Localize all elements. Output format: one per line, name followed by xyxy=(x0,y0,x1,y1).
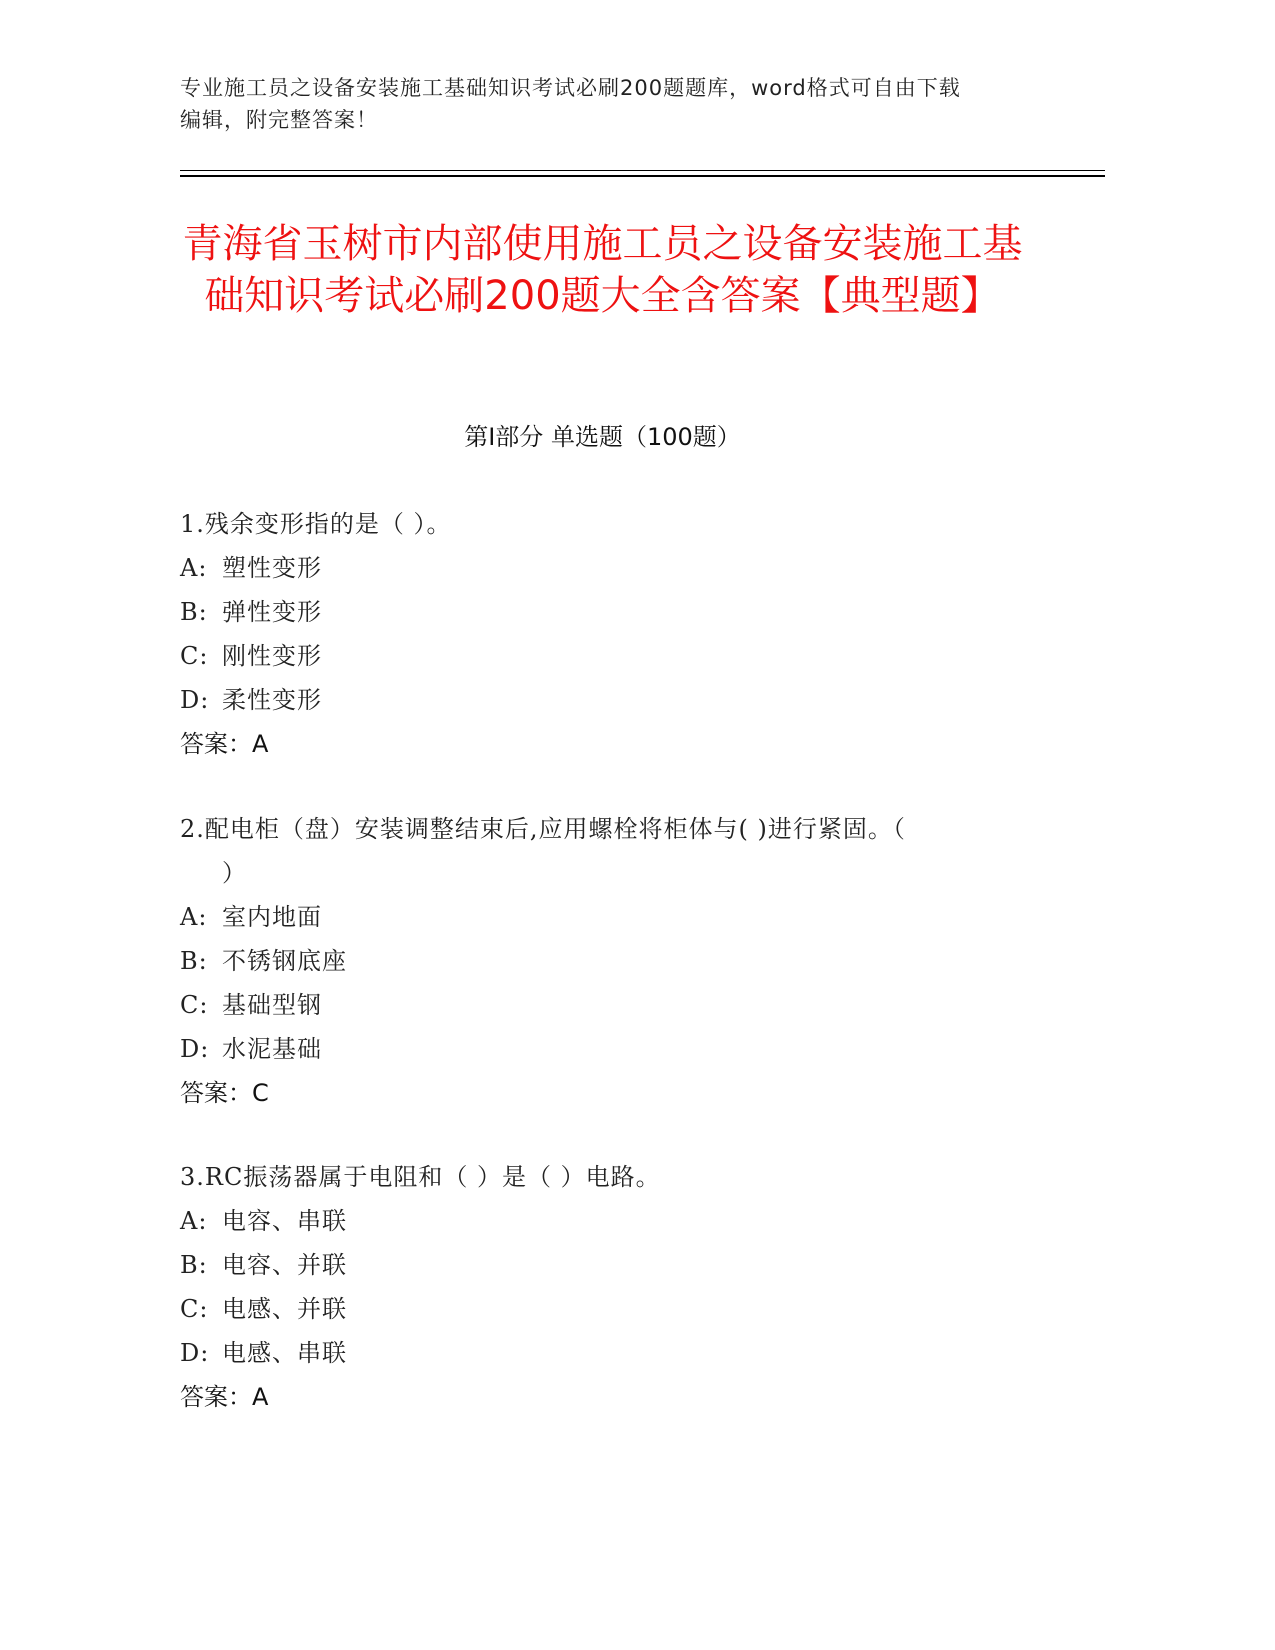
option-d xyxy=(180,678,1030,722)
section-heading: 第Ⅰ部分 单选题（100题） xyxy=(464,423,741,451)
question-stem xyxy=(180,1155,1030,1199)
option-b xyxy=(180,1243,1030,1287)
option-key: B: xyxy=(180,1251,208,1279)
option-c xyxy=(180,983,1030,1027)
option-text: 电容、串联 xyxy=(222,1207,347,1235)
answer-line: 答案：C xyxy=(180,1079,269,1107)
header-note-line-1: 专业施工员之设备安装施工基础知识考试必刷200题题库，word格式可自由下载 xyxy=(180,76,961,100)
option-a xyxy=(180,546,1030,590)
option-text: 不锈钢底座 xyxy=(222,947,347,975)
option-b xyxy=(180,590,1030,634)
option-text: 柔性变形 xyxy=(222,686,322,714)
option-text: 水泥基础 xyxy=(222,1035,322,1063)
option-a xyxy=(180,895,1030,939)
option-d xyxy=(180,1331,1030,1375)
question-stem-text: 2.配电柜（盘）安装调整结束后,应用螺栓将柜体与( )进行紧固。（ xyxy=(180,815,906,843)
header-rule-thick xyxy=(180,175,1105,177)
option-text: 塑性变形 xyxy=(222,554,322,582)
answer-line: 答案：A xyxy=(180,730,269,758)
header-note xyxy=(180,72,1060,136)
option-key: C: xyxy=(180,642,209,670)
option-text: 电感、串联 xyxy=(222,1339,347,1367)
question-stem xyxy=(180,807,1030,895)
option-text: 电容、并联 xyxy=(222,1251,347,1279)
option-key: A: xyxy=(180,554,208,582)
question-1 xyxy=(180,502,1030,766)
question-2 xyxy=(180,807,1030,1115)
option-key: B: xyxy=(180,598,208,626)
option-key: A: xyxy=(180,1207,208,1235)
option-text: 基础型钢 xyxy=(222,991,322,1019)
option-c xyxy=(180,1287,1030,1331)
option-d xyxy=(180,1027,1030,1071)
header-note-line-2: 编辑，附完整答案！ xyxy=(180,108,378,132)
header-rule-thin xyxy=(180,170,1105,171)
option-key: D: xyxy=(180,1035,210,1063)
question-stem xyxy=(180,502,1030,546)
document-title: 青海省玉树市内部使用施工员之设备安装施工基础知识考试必刷200题大全含答案【典型题】 xyxy=(182,221,1023,319)
answer-line: 答案：A xyxy=(180,1383,269,1411)
option-key: D: xyxy=(180,686,210,714)
question-stem-continuation: ） xyxy=(222,859,247,887)
option-text: 弹性变形 xyxy=(222,598,322,626)
option-key: D: xyxy=(180,1339,210,1367)
option-key: C: xyxy=(180,991,209,1019)
question-stem-text: 1.残余变形指的是（ ）。 xyxy=(180,510,452,538)
option-c xyxy=(180,634,1030,678)
option-key: C: xyxy=(180,1295,209,1323)
question-stem-text: 3.RC振荡器属于电阻和（ ）是（ ）电路。 xyxy=(180,1163,661,1191)
option-text: 室内地面 xyxy=(222,903,322,931)
question-3 xyxy=(180,1155,1030,1419)
option-text: 电感、并联 xyxy=(222,1295,347,1323)
option-key: B: xyxy=(180,947,208,975)
option-text: 刚性变形 xyxy=(222,642,322,670)
option-b xyxy=(180,939,1030,983)
option-a xyxy=(180,1199,1030,1243)
option-key: A: xyxy=(180,903,208,931)
